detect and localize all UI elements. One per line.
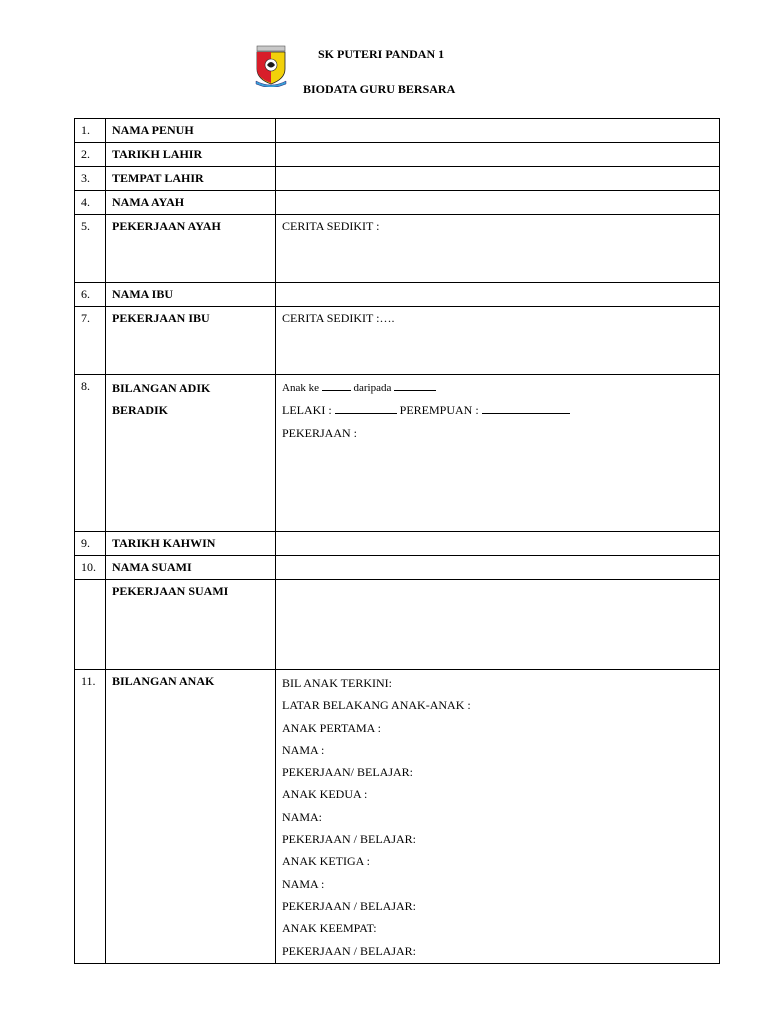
biodata-table	[74, 118, 720, 964]
field-value-pekerjaan-ibu[interactable]: CERITA SEDIKIT :….	[276, 307, 720, 375]
row-number: 3.	[75, 167, 106, 191]
row-number	[75, 580, 106, 670]
perempuan-label: PEREMPUAN :	[399, 403, 479, 418]
anak-info-line: PEKERJAAN / BELAJAR:	[282, 832, 417, 847]
row-number: 11.	[75, 670, 106, 964]
daripada-label: daripada	[353, 382, 392, 394]
anak-ke-line	[282, 377, 713, 399]
anak-info-line: PEKERJAAN/ BELAJAR:	[282, 765, 414, 780]
row-number: 7.	[75, 307, 106, 375]
gender-count-line	[282, 399, 713, 421]
anak-info-line: NAMA :	[282, 742, 325, 757]
anak-info-line: ANAK KETIGA :	[282, 854, 370, 869]
field-label: TEMPAT LAHIR	[106, 167, 276, 191]
lelaki-blank[interactable]	[335, 403, 397, 414]
field-label: PEKERJAAN SUAMI	[106, 580, 276, 670]
field-value-tarikh-kahwin[interactable]	[276, 532, 720, 556]
field-label: BILANGAN ANAK	[106, 670, 276, 964]
anak-info-line: ANAK PERTAMA :	[282, 720, 381, 735]
field-value-bilangan-adik-beradik[interactable]	[276, 375, 720, 532]
field-label	[106, 375, 276, 532]
anak-ke-label: Anak ke	[282, 382, 319, 394]
pekerjaan-label: PEKERJAAN :	[282, 425, 358, 440]
row-number: 4.	[75, 191, 106, 215]
anak-info-line: LATAR BELAKANG ANAK-ANAK :	[282, 698, 471, 713]
table-row	[75, 167, 720, 191]
table-row	[75, 670, 720, 964]
field-label: TARIKH LAHIR	[106, 143, 276, 167]
row-number: 2.	[75, 143, 106, 167]
field-value-pekerjaan-suami[interactable]	[276, 580, 720, 670]
table-row	[75, 532, 720, 556]
anak-info-line: PEKERJAAN / BELAJAR:	[282, 943, 417, 958]
table-row	[75, 556, 720, 580]
field-label: NAMA PENUH	[106, 119, 276, 143]
anak-info-line: ANAK KEDUA :	[282, 787, 368, 802]
table-row	[75, 375, 720, 532]
field-value-nama-ibu[interactable]	[276, 283, 720, 307]
document-title: BIODATA GURU BERSARA	[303, 82, 456, 96]
field-value-nama-suami[interactable]	[276, 556, 720, 580]
row-number: 6.	[75, 283, 106, 307]
field-value-tempat-lahir[interactable]	[276, 167, 720, 191]
anak-ke-blank[interactable]	[322, 380, 351, 391]
anak-info-line: NAMA :	[282, 876, 325, 891]
field-label: NAMA SUAMI	[106, 556, 276, 580]
table-row	[75, 307, 720, 375]
field-value-bilangan-anak[interactable]	[276, 670, 720, 964]
anak-info-line: BIL ANAK TERKINI:	[282, 676, 392, 690]
row-number: 10.	[75, 556, 106, 580]
field-value-nama-ayah[interactable]	[276, 191, 720, 215]
row-number: 9.	[75, 532, 106, 556]
row-number: 8.	[75, 375, 106, 532]
table-row	[75, 215, 720, 283]
school-crest-logo	[254, 45, 288, 87]
table-row	[75, 580, 720, 670]
school-name: SK PUTERI PANDAN 1	[318, 47, 445, 61]
table-row	[75, 119, 720, 143]
label-line: BILANGAN ADIK	[112, 381, 211, 395]
field-label: NAMA AYAH	[106, 191, 276, 215]
perempuan-blank[interactable]	[482, 403, 570, 414]
field-label: PEKERJAAN IBU	[106, 307, 276, 375]
field-label: TARIKH KAHWIN	[106, 532, 276, 556]
lelaki-label: LELAKI :	[282, 403, 332, 418]
table-row	[75, 143, 720, 167]
anak-info-line: NAMA:	[282, 809, 323, 824]
anak-info-line: ANAK KEEMPAT:	[282, 921, 377, 936]
field-value-tarikh-lahir[interactable]	[276, 143, 720, 167]
field-label: PEKERJAAN AYAH	[106, 215, 276, 283]
anak-info-line: PEKERJAAN / BELAJAR:	[282, 898, 417, 913]
label-line: BERADIK	[112, 403, 169, 417]
field-label: NAMA IBU	[106, 283, 276, 307]
row-number: 1.	[75, 119, 106, 143]
field-value-nama-penuh[interactable]	[276, 119, 720, 143]
table-row	[75, 283, 720, 307]
field-value-pekerjaan-ayah[interactable]: CERITA SEDIKIT :	[276, 215, 720, 283]
table-row	[75, 191, 720, 215]
daripada-blank[interactable]	[394, 380, 436, 391]
row-number: 5.	[75, 215, 106, 283]
